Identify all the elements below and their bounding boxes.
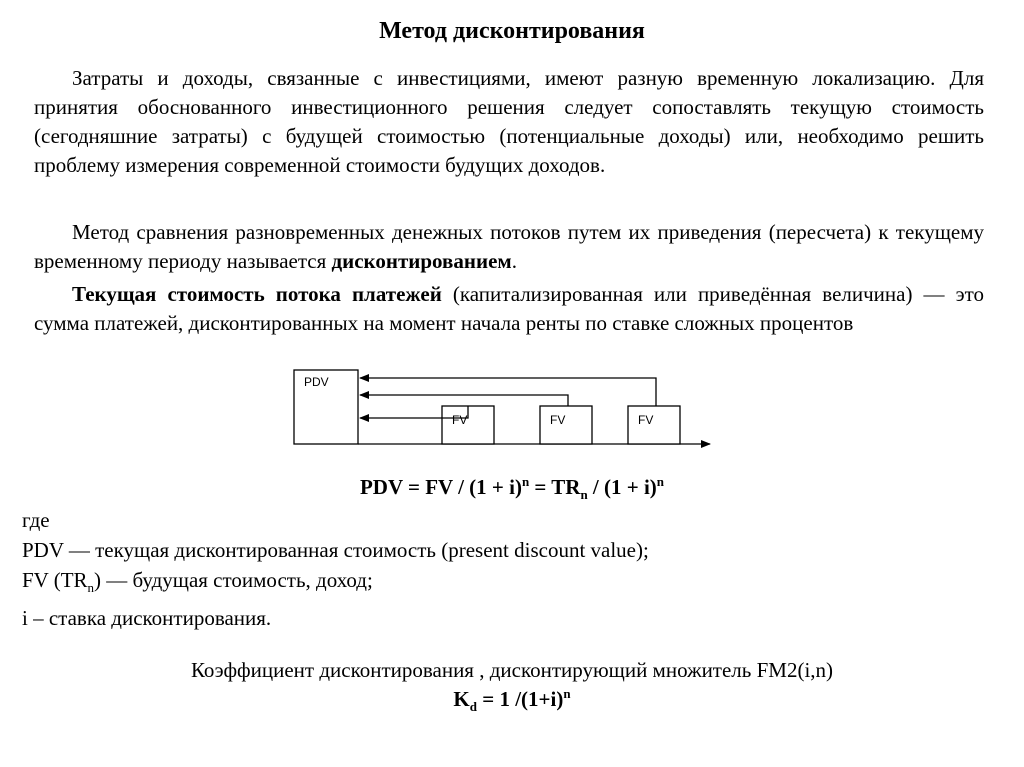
paragraph-discounting-definition	[34, 218, 984, 276]
discount-arrow-3	[360, 378, 656, 406]
fv-box-3	[628, 406, 680, 444]
definition-rate: i – ставка дисконтирования.	[22, 606, 272, 631]
fv-label-2: FV	[550, 413, 566, 427]
definition-pdv: PDV — текущая дисконтированная стоимость (present discount value);	[22, 538, 649, 562]
formula-part: = TR	[529, 475, 581, 499]
paragraph-investment-costs: Затраты и доходы, связанные с инвестициями, имеют разную временную локализацию. Для принятия обоснованного инвестиционного решения следует сопоставлять текущую стоимость (сегодняшние затраты) с будущей стоимостью (потенциальные доходы) или, необходимо решить проблему измерения современной стоимости будущих доходов.	[34, 66, 984, 177]
term-present-value: Текущая стоимость потока платежей	[72, 282, 442, 306]
pdv-formula	[0, 474, 1024, 503]
coefficient-caption: Коэффициент дисконтирования , дисконтирующий множитель FM2(i,n)	[190, 658, 834, 682]
paragraph-text: (капитализированная или приведённая величина) — это сумма платежей, дисконтированных на момент начала ренты по ставке сложных процентов	[34, 282, 984, 335]
paragraph-end: .	[511, 249, 517, 273]
kd-subscript: d	[469, 699, 477, 715]
term-discounting: дисконтированием	[331, 249, 512, 273]
formula-exponent: n	[521, 474, 530, 489]
formula-part: PDV = FV / (1 + i)	[359, 475, 522, 499]
fv-label-1: FV	[452, 413, 468, 427]
kd-symbol: K	[453, 687, 470, 711]
definition-fv-text: ) — будущая стоимость, доход;	[94, 568, 373, 592]
definition-where: где	[22, 508, 50, 532]
definition-fv-text: FV (TR	[22, 568, 88, 592]
definitions-list	[22, 505, 649, 633]
pdv-label: PDV	[304, 375, 329, 389]
fv-label-3: FV	[638, 413, 654, 427]
paragraph-text: Метод сравнения разновременных денежных потоков путем их приведения (пересчета) к текущему временному периоду называется	[34, 220, 984, 273]
formula-part: / (1 + i)	[587, 475, 657, 499]
formula-exponent: n	[656, 474, 665, 489]
fv-box-2	[540, 406, 592, 444]
formula-subscript: n	[580, 487, 588, 503]
slide-title: Метод дисконтирования	[379, 18, 645, 44]
kd-formula	[0, 686, 1024, 715]
paragraph-present-value	[34, 280, 984, 338]
definition-fv-subscript: n	[87, 580, 95, 596]
discount-arrow-2	[360, 395, 568, 406]
cash-flow-diagram	[290, 366, 730, 456]
kd-expression: = 1 /(1+i)	[477, 687, 564, 711]
kd-exponent: n	[563, 686, 571, 701]
definition-fv	[22, 565, 649, 603]
